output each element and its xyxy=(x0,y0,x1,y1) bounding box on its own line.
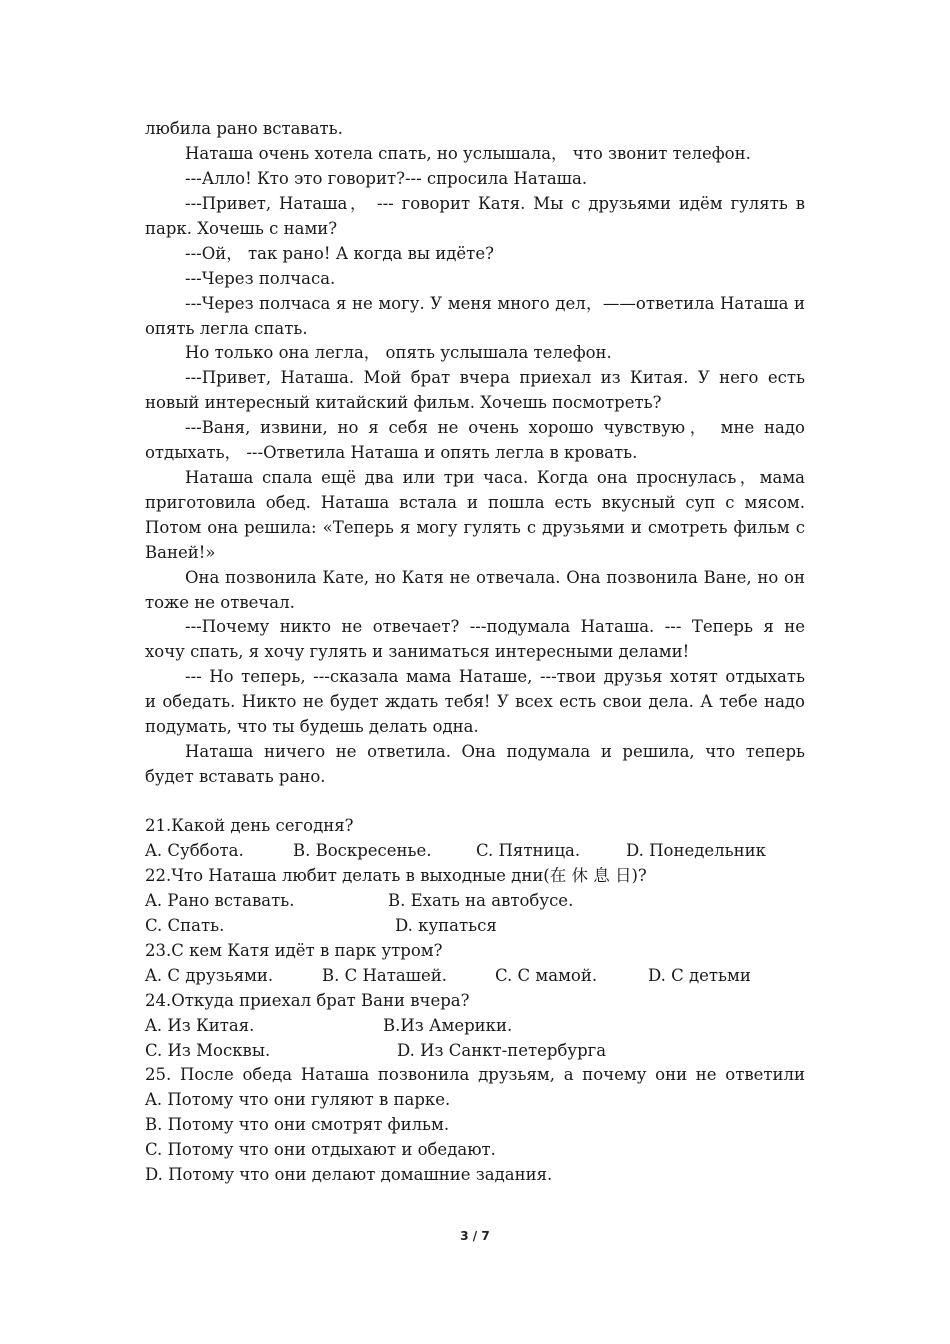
q24-option-b: B.Из Америки. xyxy=(383,1016,513,1035)
story-line: подумать, что ты будешь делать одна. xyxy=(145,717,479,736)
question-23: 23.С кем Катя идёт в парк утром? xyxy=(145,941,443,960)
q25-option-d: D. Потому что они делают домашние задания. xyxy=(145,1165,553,1184)
q24-option-d: D. Из Санкт-петербурга xyxy=(397,1041,607,1060)
q24-option-a: A. Из Китая. xyxy=(145,1016,255,1035)
story-line: Потом она решила: «Теперь я могу гулять с друзьями и смотреть фильм с xyxy=(145,518,805,537)
story-line: ---Алло! Кто это говорит?--- спросила Наташа. xyxy=(185,169,588,188)
story-line: новый интересный китайский фильм. Хочешь посмотреть? xyxy=(145,393,662,412)
q23-option-c: C. С мамой. xyxy=(495,966,598,985)
q25-option-c: C. Потому что они отдыхают и обедают. xyxy=(145,1140,496,1159)
question-21: 21.Какой день сегодня? xyxy=(145,816,354,835)
story-line: хочу спать, я хочу гулять и заниматься интересными делами! xyxy=(145,642,690,661)
q24-option-c: C. Из Москвы. xyxy=(145,1041,271,1060)
q22-option-c: C. Спать. xyxy=(145,916,225,935)
story-line: ---Через полчаса я не могу. У меня много дел，——ответила Наташа и xyxy=(185,294,805,313)
story-line: ---Привет, Наташа. Мой брат вчера приехал из Китая. У него есть xyxy=(185,368,805,387)
story-line: парк. Хочешь с нами? xyxy=(145,219,338,238)
story-line: Наташа очень хотела спать, но услышала， что звонит телефон. xyxy=(185,144,751,163)
story-line: приготовила обед. Наташа встала и пошла есть вкусный суп с мясом. xyxy=(145,493,805,512)
q23-option-b: B. С Наташей. xyxy=(322,966,448,985)
story-line: отдыхать， ---Ответила Наташа и опять легла в кровать. xyxy=(145,443,638,462)
story-line: Но только она легла， опять услышала телефон. xyxy=(185,343,612,362)
q21-option-b: B. Воскресенье. xyxy=(293,841,432,860)
story-line: ---Почему никто не отвечает? ---подумала Наташа. --- Теперь я не xyxy=(185,617,805,636)
story-line: опять легла спать. xyxy=(145,319,308,338)
question-25: 25. После обеда Наташа позвонила друзьям, а почему они не ответили xyxy=(145,1065,805,1084)
q23-option-d: D. С детьми xyxy=(648,966,751,985)
story-line: Ваней!» xyxy=(145,543,216,562)
story-line: ---Через полчаса. xyxy=(185,269,336,288)
story-line: --- Но теперь, ---сказала мама Наташе, ---твои друзья хотят отдыхать xyxy=(185,667,805,686)
page-number: 3 / 7 xyxy=(460,1229,490,1243)
question-24: 24.Откуда приехал брат Вани вчера? xyxy=(145,991,470,1010)
story-line: ---Ваня, извини, но я себя не очень хорошо чувствую， мне надо xyxy=(185,418,805,437)
q22-option-b: B. Ехать на автобусе. xyxy=(388,891,574,910)
q25-option-a: A. Потому что они гуляют в парке. xyxy=(145,1090,451,1109)
q21-option-c: C. Пятница. xyxy=(476,841,581,860)
q23-option-a: A. С друзьями. xyxy=(145,966,274,985)
story-line: ---Привет, Наташа， --- говорит Катя. Мы с друзьями идём гулять в xyxy=(185,194,805,213)
story-line: ---Ой， так рано! А когда вы идёте? xyxy=(185,244,494,263)
story-line: Она позвонила Кате, но Катя не отвечала. Она позвонила Ване, но он xyxy=(185,568,805,587)
q21-option-a: A. Суббота. xyxy=(145,841,244,860)
q21-option-d: D. Понедельник xyxy=(626,841,766,860)
story-line: и обедать. Никто не будет ждать тебя! У всех есть свои дела. А тебе надо xyxy=(145,692,805,711)
q25-option-b: B. Потому что они смотрят фильм. xyxy=(145,1115,450,1134)
story-line: любила рано вставать. xyxy=(145,119,343,138)
q22-option-a: A. Рано вставать. xyxy=(145,891,295,910)
q22-option-d: D. купаться xyxy=(395,916,497,935)
story-line: Наташа ничего не ответила. Она подумала и решила, что теперь xyxy=(185,742,805,761)
story-line: тоже не отвечал. xyxy=(145,593,295,612)
story-line: Наташа спала ещё два или три часа. Когда она проснулась，мама xyxy=(185,468,805,487)
question-22: 22.Что Наташа любит делать в выходные дни(在 休 息 日)? xyxy=(145,866,647,885)
story-line: будет вставать рано. xyxy=(145,767,326,786)
